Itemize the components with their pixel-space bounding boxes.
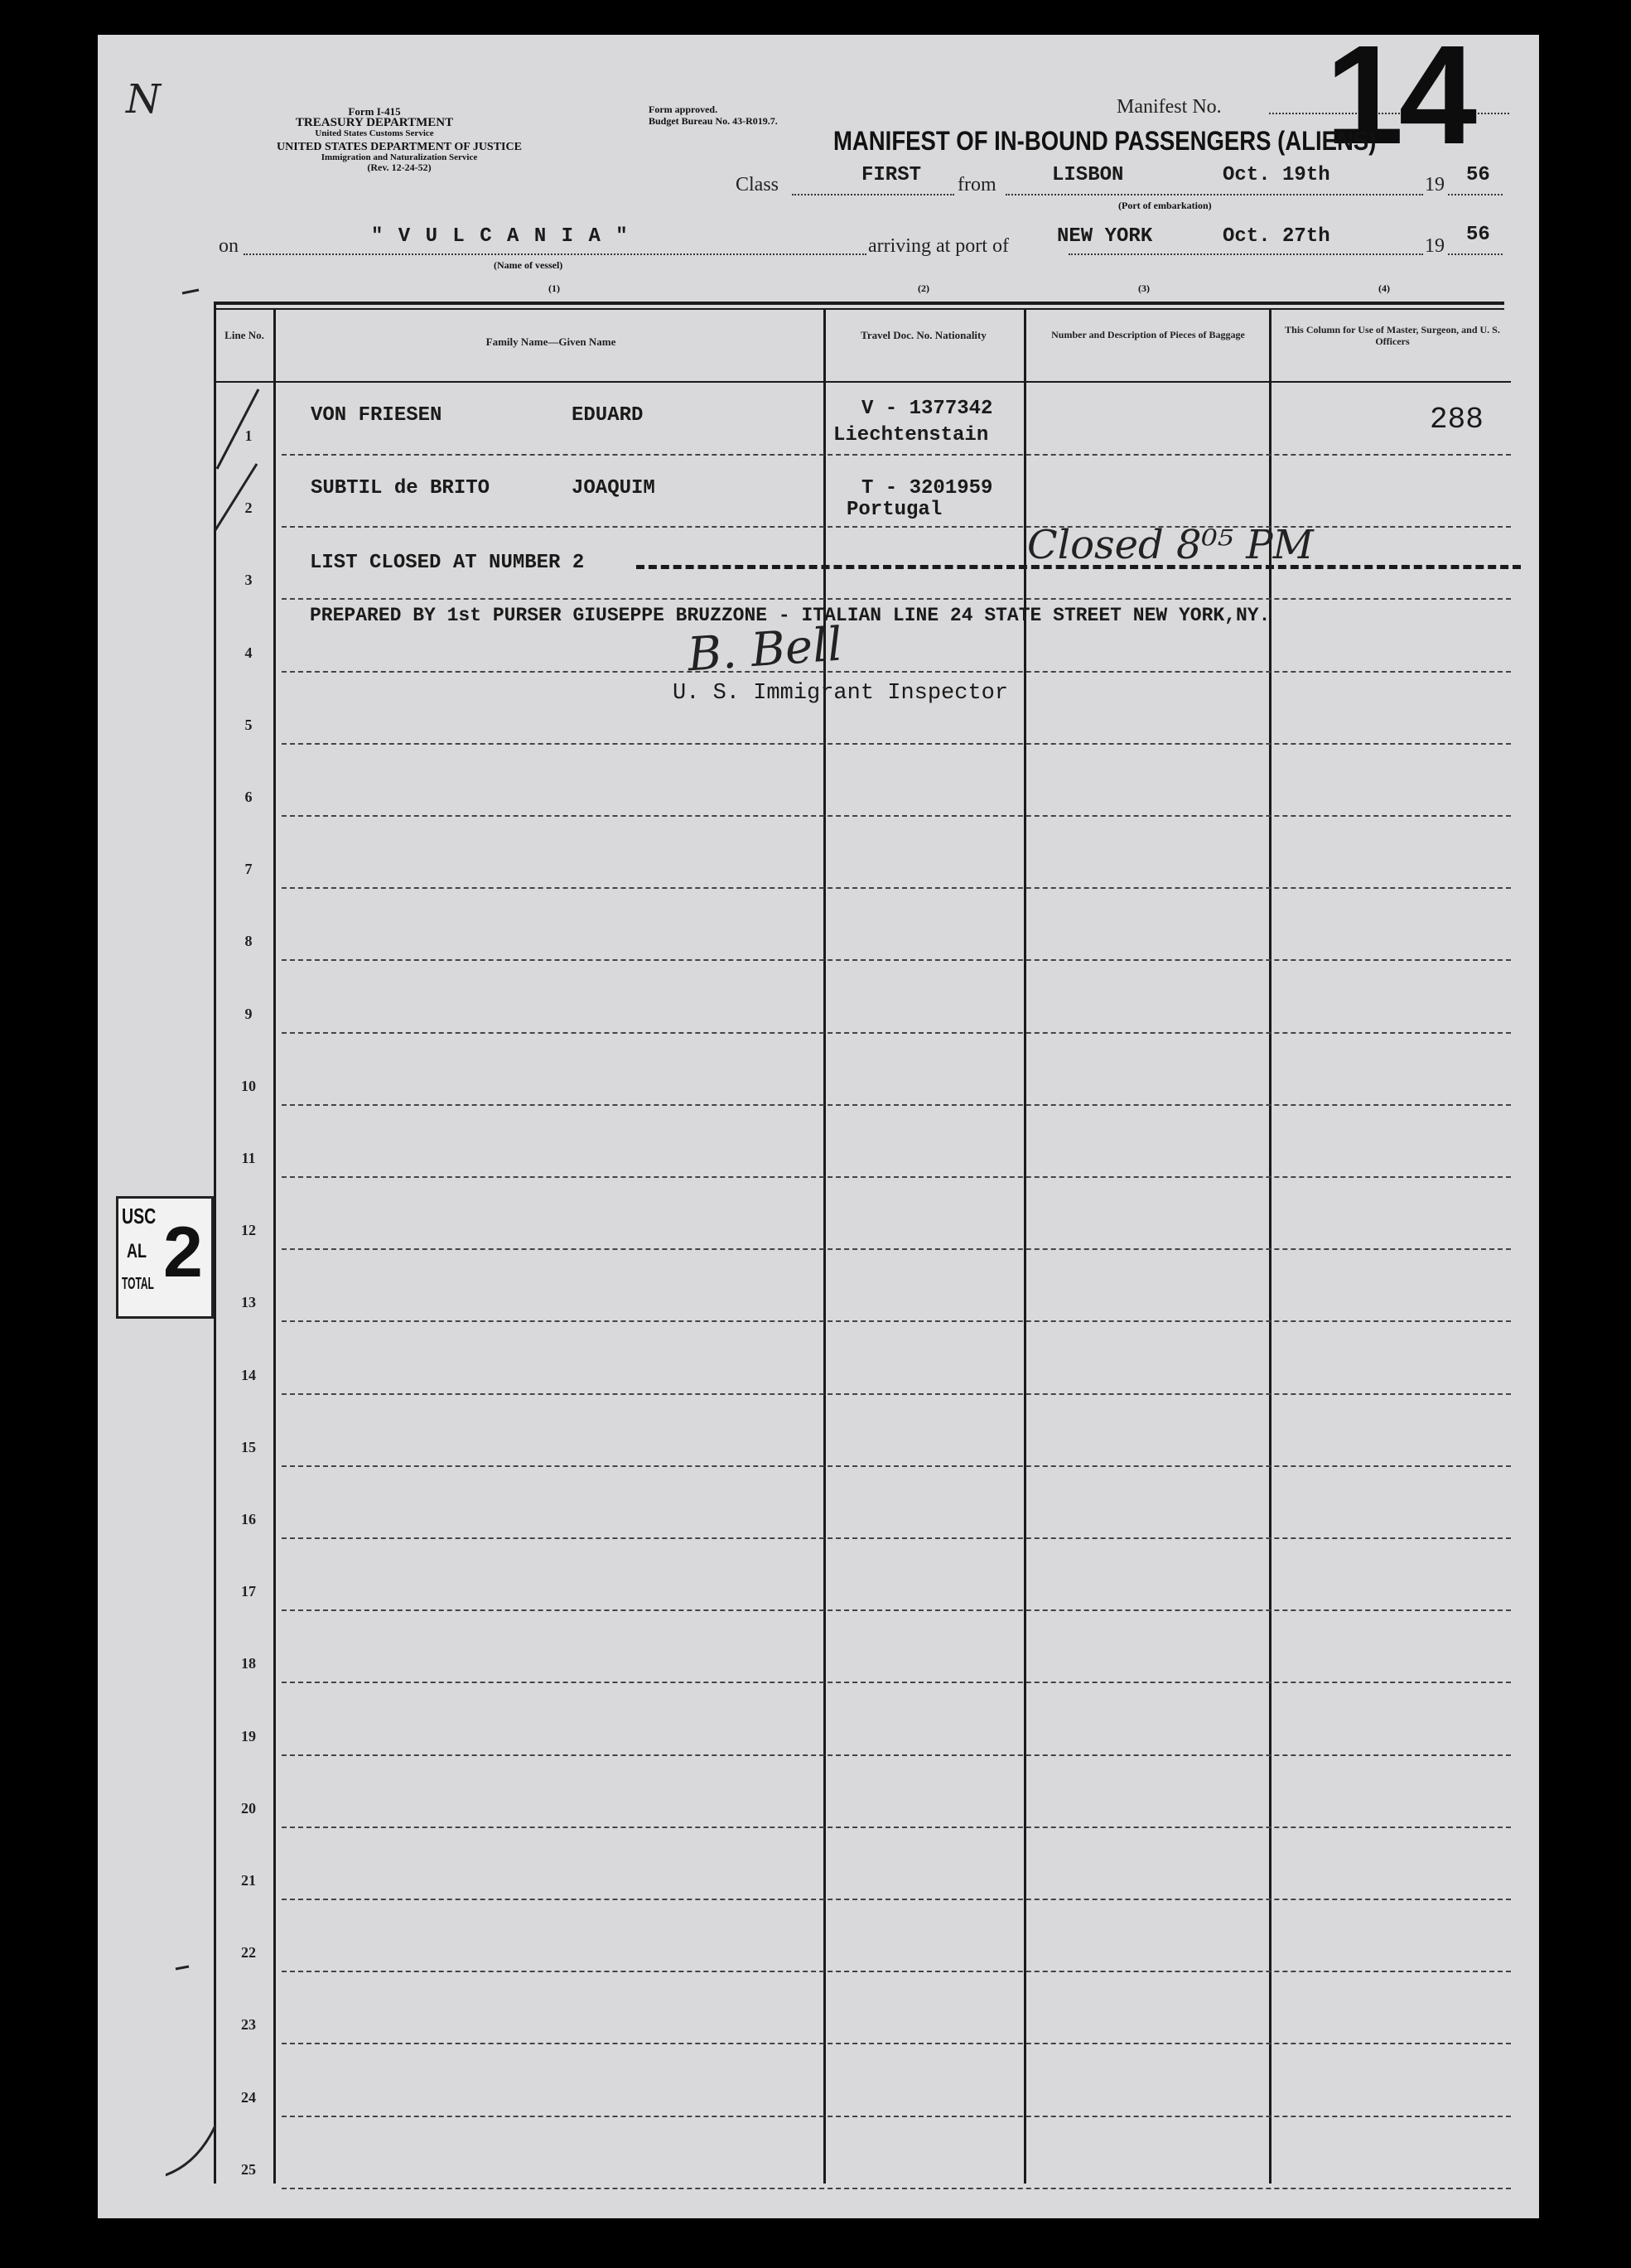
passenger-2-given: JOAQUIM bbox=[572, 477, 655, 499]
form-approved: Form approved. bbox=[649, 104, 718, 115]
margin-mark: N bbox=[126, 76, 161, 123]
col-number-3: (3) bbox=[1138, 282, 1150, 294]
stamp-line-3: TOTAL bbox=[122, 1275, 154, 1293]
travel-doc-header: Travel Doc. No. Nationality bbox=[861, 329, 987, 341]
line-number-24: 24 bbox=[241, 2089, 256, 2106]
from-line bbox=[1006, 194, 1423, 195]
line-number-10: 10 bbox=[241, 1078, 256, 1094]
line-no-header: Line No. bbox=[224, 329, 264, 341]
line-number-3: 3 bbox=[244, 572, 253, 588]
line-number-4: 4 bbox=[244, 644, 253, 661]
departure-year-prefix: 19 bbox=[1425, 174, 1445, 195]
passenger-2-doc: T - 3201959 bbox=[861, 477, 993, 499]
from-label: from bbox=[958, 174, 996, 195]
line-number-11: 11 bbox=[241, 1150, 256, 1166]
passenger-1-nationality: Liechtenstain bbox=[833, 424, 989, 446]
port-arrival: NEW YORK bbox=[1057, 225, 1153, 248]
ins-service: Immigration and Naturalization Service bbox=[321, 152, 478, 162]
line-number-21: 21 bbox=[241, 1872, 256, 1889]
line-number-5: 5 bbox=[244, 717, 253, 733]
arrival-year: 56 bbox=[1466, 224, 1490, 246]
passenger-1-doc: V - 1377342 bbox=[861, 398, 993, 420]
line-number-22: 22 bbox=[241, 1944, 256, 1961]
manifest-number: 14 bbox=[1325, 17, 1473, 174]
passenger-1-given: EDUARD bbox=[572, 404, 644, 427]
arrival-line bbox=[1069, 253, 1423, 255]
line-number-14: 14 bbox=[241, 1367, 256, 1383]
port-embarkation: LISBON bbox=[1052, 164, 1124, 186]
arriving-label: arriving at port of bbox=[868, 235, 1009, 257]
tally-stamp bbox=[116, 1196, 214, 1319]
manifest-no-label: Manifest No. bbox=[1117, 96, 1222, 118]
col-number-2: (2) bbox=[918, 282, 929, 294]
class-value: FIRST bbox=[861, 164, 922, 186]
line-number-12: 12 bbox=[241, 1222, 256, 1238]
customs-service: United States Customs Service bbox=[315, 128, 434, 138]
line-number-2: 2 bbox=[244, 499, 253, 516]
list-closed: LIST CLOSED AT NUMBER 2 bbox=[310, 552, 585, 574]
stamp-line-2: AL bbox=[127, 1240, 147, 1262]
on-label: on bbox=[219, 235, 239, 257]
departure-year-line bbox=[1448, 194, 1503, 195]
line-number-25: 25 bbox=[241, 2161, 256, 2178]
baggage-header: Number and Description of Pieces of Baggage bbox=[1051, 329, 1245, 340]
name-header: Family Name—Given Name bbox=[485, 335, 616, 348]
arrival-year-prefix: 19 bbox=[1425, 235, 1445, 257]
manifest-title: MANIFEST OF IN-BOUND PASSENGERS (ALIENS) bbox=[833, 126, 1377, 156]
form-header bbox=[217, 106, 581, 172]
line-number-16: 16 bbox=[241, 1511, 256, 1527]
departure-date: Oct. 19th bbox=[1223, 164, 1330, 186]
treasury-department: TREASURY DEPARTMENT bbox=[295, 116, 454, 129]
line-number-7: 7 bbox=[244, 861, 253, 877]
line-number-17: 17 bbox=[241, 1583, 256, 1600]
passenger-1-family: VON FRIESEN bbox=[311, 404, 442, 427]
passenger-2-family: SUBTIL de BRITO bbox=[311, 477, 490, 499]
prepared-by: PREPARED BY 1st PURSER GIUSEPPE BRUZZONE - ITALIAN LINE 24 STATE STREET NEW YORK,NY. bbox=[310, 605, 1271, 626]
line-number-6: 6 bbox=[244, 789, 253, 805]
officers-header: This Column for Use of Master, Surgeon, and U. S. Officers bbox=[1285, 324, 1500, 347]
closed-note: Closed 8⁰⁵ PM bbox=[1027, 522, 1314, 568]
vessel-name: " V U L C A N I A " bbox=[371, 225, 630, 248]
col-number-4: (4) bbox=[1378, 282, 1390, 294]
line-number-15: 15 bbox=[241, 1439, 256, 1455]
line-number-9: 9 bbox=[244, 1006, 253, 1022]
arrival-date: Oct. 27th bbox=[1223, 225, 1330, 248]
passenger-2-nationality: Portugal bbox=[847, 499, 943, 521]
inspector-signature: B. Bell bbox=[685, 617, 844, 683]
class-label: Class bbox=[736, 174, 779, 195]
vessel-line bbox=[244, 253, 866, 255]
justice-department: UNITED STATES DEPARTMENT OF JUSTICE bbox=[277, 141, 522, 153]
port-embarkation-caption: (Port of embarkation) bbox=[1118, 200, 1212, 211]
line-number-19: 19 bbox=[241, 1728, 256, 1744]
inspector-title: U. S. Immigrant Inspector bbox=[673, 681, 1009, 706]
vessel-caption: (Name of vessel) bbox=[494, 259, 563, 271]
budget-bureau: Budget Bureau No. 43-R019.7. bbox=[649, 115, 778, 127]
col-number-1: (1) bbox=[548, 282, 560, 294]
stamp-count: 2 bbox=[163, 1213, 203, 1292]
passenger-1-officer-note: 288 bbox=[1430, 403, 1484, 437]
form-number: Form I-415 bbox=[348, 105, 401, 118]
revision: (Rev. 12-24-52) bbox=[367, 162, 432, 173]
line-number-13: 13 bbox=[241, 1294, 256, 1310]
departure-year: 56 bbox=[1466, 164, 1490, 186]
arrival-year-line bbox=[1448, 253, 1503, 255]
line-number-8: 8 bbox=[244, 933, 253, 949]
line-number-23: 23 bbox=[241, 2016, 256, 2033]
line-number-20: 20 bbox=[241, 1800, 256, 1817]
stamp-line-1: USC bbox=[122, 1204, 157, 1228]
line-number-1: 1 bbox=[244, 427, 253, 444]
line-number-18: 18 bbox=[241, 1655, 256, 1672]
class-line bbox=[792, 194, 954, 195]
